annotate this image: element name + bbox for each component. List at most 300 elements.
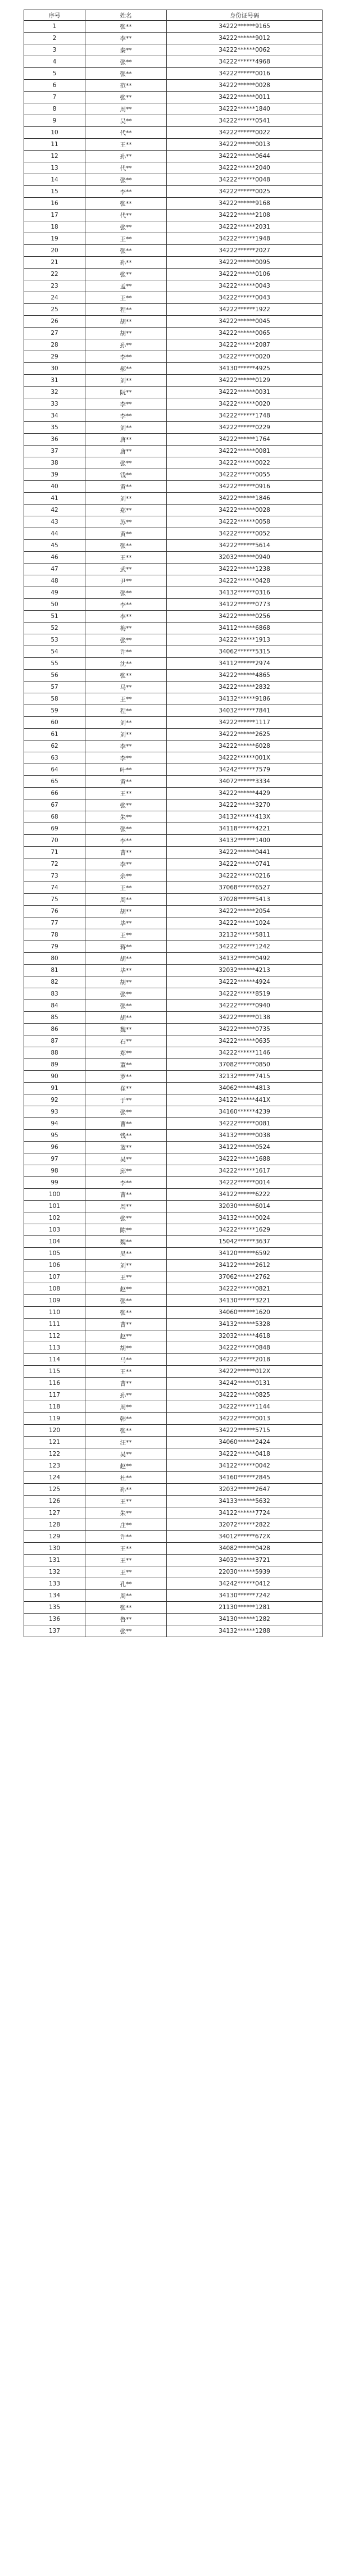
cell-id-number: 34112******6868 bbox=[167, 623, 323, 634]
cell-index: 41 bbox=[24, 493, 85, 505]
cell-name: 孟** bbox=[85, 280, 167, 292]
table-row bbox=[24, 1248, 323, 1260]
table-row bbox=[24, 1531, 323, 1543]
cell-name: 王** bbox=[85, 292, 167, 304]
cell-id-number: 34222******0058 bbox=[167, 516, 323, 528]
cell-name: 魏** bbox=[85, 1236, 167, 1248]
cell-index: 123 bbox=[24, 1460, 85, 1472]
cell-name: 张** bbox=[85, 587, 167, 599]
cell-name: 汪** bbox=[85, 1437, 167, 1448]
cell-name: 胡** bbox=[85, 1342, 167, 1354]
cell-name: 赵** bbox=[85, 1283, 167, 1295]
cell-index: 28 bbox=[24, 339, 85, 351]
cell-index: 131 bbox=[24, 1555, 85, 1566]
cell-name: 王** bbox=[85, 929, 167, 941]
cell-name: 张** bbox=[85, 1212, 167, 1224]
table-row bbox=[24, 1543, 323, 1555]
cell-index: 63 bbox=[24, 752, 85, 764]
table-row bbox=[24, 894, 323, 906]
cell-id-number: 34222******4865 bbox=[167, 670, 323, 682]
header-row bbox=[24, 10, 323, 21]
cell-name: 张** bbox=[85, 174, 167, 186]
cell-name: 吴** bbox=[85, 1448, 167, 1460]
cell-id-number: 34222******0229 bbox=[167, 422, 323, 434]
cell-index: 14 bbox=[24, 174, 85, 186]
cell-name: 刘** bbox=[85, 729, 167, 740]
table-row bbox=[24, 505, 323, 516]
cell-name: 董** bbox=[85, 1059, 167, 1071]
table-row bbox=[24, 387, 323, 398]
table-row bbox=[24, 33, 323, 44]
cell-name: 崔** bbox=[85, 1083, 167, 1094]
cell-name: 庄** bbox=[85, 1519, 167, 1531]
table-row bbox=[24, 799, 323, 811]
cell-name: 郑** bbox=[85, 1047, 167, 1059]
table-row bbox=[24, 410, 323, 422]
cell-name: 孙** bbox=[85, 1484, 167, 1496]
cell-name: 许** bbox=[85, 1531, 167, 1543]
cell-index: 122 bbox=[24, 1448, 85, 1460]
cell-id-number: 32132******7415 bbox=[167, 1071, 323, 1083]
cell-index: 78 bbox=[24, 929, 85, 941]
table-row bbox=[24, 1307, 323, 1319]
cell-index: 98 bbox=[24, 1165, 85, 1177]
cell-id-number: 34222******2040 bbox=[167, 162, 323, 174]
table-row bbox=[24, 670, 323, 682]
cell-id-number: 34222******001X bbox=[167, 752, 323, 764]
cell-name: 孙** bbox=[85, 151, 167, 162]
cell-name: 赵** bbox=[85, 1460, 167, 1472]
cell-index: 111 bbox=[24, 1319, 85, 1330]
cell-index: 62 bbox=[24, 740, 85, 752]
cell-name: 张** bbox=[85, 92, 167, 103]
cell-name: 魏** bbox=[85, 1024, 167, 1035]
table-row bbox=[24, 1519, 323, 1531]
header-id-number: 身份证号码 bbox=[167, 10, 323, 21]
table-row bbox=[24, 882, 323, 894]
cell-id-number: 34222******0016 bbox=[167, 68, 323, 80]
table-row bbox=[24, 693, 323, 705]
cell-index: 112 bbox=[24, 1330, 85, 1342]
cell-id-number: 34222******2832 bbox=[167, 682, 323, 693]
table-row bbox=[24, 151, 323, 162]
cell-name: 张** bbox=[85, 1307, 167, 1319]
roster-table bbox=[24, 10, 323, 1637]
cell-name: 钱** bbox=[85, 469, 167, 481]
header-name: 姓名 bbox=[85, 10, 167, 21]
cell-index: 68 bbox=[24, 811, 85, 823]
cell-name: 钱** bbox=[85, 1130, 167, 1142]
cell-index: 81 bbox=[24, 965, 85, 976]
table-row bbox=[24, 257, 323, 269]
cell-index: 61 bbox=[24, 729, 85, 740]
table-row bbox=[24, 198, 323, 210]
cell-id-number: 34122******6222 bbox=[167, 1189, 323, 1201]
cell-index: 83 bbox=[24, 988, 85, 1000]
cell-name: 王** bbox=[85, 552, 167, 564]
cell-name: 周** bbox=[85, 1590, 167, 1602]
cell-index: 74 bbox=[24, 882, 85, 894]
cell-name: 孙** bbox=[85, 339, 167, 351]
cell-name: 张** bbox=[85, 1106, 167, 1118]
cell-id-number: 34062******4813 bbox=[167, 1083, 323, 1094]
cell-name: 张** bbox=[85, 1602, 167, 1614]
cell-index: 119 bbox=[24, 1413, 85, 1425]
cell-name: 张** bbox=[85, 56, 167, 68]
cell-index: 9 bbox=[24, 115, 85, 127]
cell-index: 24 bbox=[24, 292, 85, 304]
cell-name: 毕** bbox=[85, 917, 167, 929]
cell-name: 张** bbox=[85, 988, 167, 1000]
cell-index: 43 bbox=[24, 516, 85, 528]
cell-id-number: 34222******9168 bbox=[167, 198, 323, 210]
cell-name: 梅** bbox=[85, 623, 167, 634]
cell-name: 王** bbox=[85, 1271, 167, 1283]
cell-name: 胡** bbox=[85, 906, 167, 917]
cell-name: 周** bbox=[85, 103, 167, 115]
cell-id-number: 34160******2845 bbox=[167, 1472, 323, 1484]
table-row bbox=[24, 339, 323, 351]
table-row bbox=[24, 469, 323, 481]
cell-name: 毕** bbox=[85, 965, 167, 976]
table-row bbox=[24, 493, 323, 505]
cell-index: 77 bbox=[24, 917, 85, 929]
cell-name: 张** bbox=[85, 670, 167, 682]
cell-id-number: 34222******0043 bbox=[167, 292, 323, 304]
table-row bbox=[24, 1389, 323, 1401]
cell-id-number: 34222******0022 bbox=[167, 457, 323, 469]
cell-name: 李** bbox=[85, 599, 167, 611]
cell-id-number: 34222******0028 bbox=[167, 80, 323, 92]
cell-id-number: 34222******1144 bbox=[167, 1401, 323, 1413]
table-row bbox=[24, 1189, 323, 1201]
table-row bbox=[24, 1201, 323, 1212]
table-row bbox=[24, 1472, 323, 1484]
table-row bbox=[24, 1484, 323, 1496]
table-row bbox=[24, 1118, 323, 1130]
table-row bbox=[24, 1425, 323, 1437]
cell-id-number: 34222******0741 bbox=[167, 858, 323, 870]
cell-id-number: 34122******0524 bbox=[167, 1142, 323, 1153]
cell-index: 35 bbox=[24, 422, 85, 434]
cell-id-number: 34222******0541 bbox=[167, 115, 323, 127]
cell-index: 44 bbox=[24, 528, 85, 540]
cell-id-number: 34222******0031 bbox=[167, 387, 323, 398]
table-row bbox=[24, 292, 323, 304]
cell-index: 118 bbox=[24, 1401, 85, 1413]
cell-id-number: 34222******0065 bbox=[167, 328, 323, 339]
cell-id-number: 34222******1024 bbox=[167, 917, 323, 929]
cell-name: 胡** bbox=[85, 316, 167, 328]
cell-name: 邱** bbox=[85, 1165, 167, 1177]
cell-index: 32 bbox=[24, 387, 85, 398]
table-row bbox=[24, 1342, 323, 1354]
cell-name: 刘** bbox=[85, 375, 167, 387]
table-row bbox=[24, 269, 323, 280]
cell-index: 136 bbox=[24, 1614, 85, 1625]
table-row bbox=[24, 634, 323, 646]
table-row bbox=[24, 764, 323, 776]
table-row bbox=[24, 1047, 323, 1059]
table-row bbox=[24, 304, 323, 316]
cell-index: 99 bbox=[24, 1177, 85, 1189]
table-row bbox=[24, 316, 323, 328]
cell-id-number: 34222******0735 bbox=[167, 1024, 323, 1035]
cell-index: 18 bbox=[24, 221, 85, 233]
cell-name: 周** bbox=[85, 1401, 167, 1413]
table-row bbox=[24, 611, 323, 623]
cell-index: 130 bbox=[24, 1543, 85, 1555]
cell-name: 张** bbox=[85, 799, 167, 811]
cell-index: 109 bbox=[24, 1295, 85, 1307]
cell-index: 3 bbox=[24, 44, 85, 56]
cell-index: 34 bbox=[24, 410, 85, 422]
cell-id-number: 34132******1288 bbox=[167, 1625, 323, 1637]
cell-id-number: 34012******672X bbox=[167, 1531, 323, 1543]
cell-id-number: 32132******5811 bbox=[167, 929, 323, 941]
cell-name: 胡** bbox=[85, 1012, 167, 1024]
cell-id-number: 34222******2031 bbox=[167, 221, 323, 233]
cell-index: 95 bbox=[24, 1130, 85, 1142]
table-row bbox=[24, 422, 323, 434]
cell-id-number: 34222******0095 bbox=[167, 257, 323, 269]
cell-id-number: 34222******0441 bbox=[167, 847, 323, 858]
table-row bbox=[24, 917, 323, 929]
cell-index: 59 bbox=[24, 705, 85, 717]
cell-index: 76 bbox=[24, 906, 85, 917]
cell-index: 7 bbox=[24, 92, 85, 103]
table-row bbox=[24, 717, 323, 729]
table-row bbox=[24, 1165, 323, 1177]
table-row bbox=[24, 682, 323, 693]
table-row bbox=[24, 1071, 323, 1083]
table-row bbox=[24, 1496, 323, 1507]
table-row bbox=[24, 351, 323, 363]
cell-id-number: 37082******0850 bbox=[167, 1059, 323, 1071]
cell-name: 李** bbox=[85, 351, 167, 363]
cell-id-number: 32072******2822 bbox=[167, 1519, 323, 1531]
cell-name: 李** bbox=[85, 740, 167, 752]
cell-id-number: 34222******0418 bbox=[167, 1448, 323, 1460]
cell-index: 110 bbox=[24, 1307, 85, 1319]
table-row bbox=[24, 599, 323, 611]
table-row bbox=[24, 1142, 323, 1153]
cell-index: 100 bbox=[24, 1189, 85, 1201]
cell-name: 张** bbox=[85, 221, 167, 233]
cell-id-number: 34132******0038 bbox=[167, 1130, 323, 1142]
cell-name: 余** bbox=[85, 870, 167, 882]
cell-index: 2 bbox=[24, 33, 85, 44]
cell-index: 57 bbox=[24, 682, 85, 693]
cell-index: 104 bbox=[24, 1236, 85, 1248]
header-index: 序号 bbox=[24, 10, 85, 21]
table-row bbox=[24, 1024, 323, 1035]
cell-name: 鲁** bbox=[85, 1614, 167, 1625]
cell-index: 5 bbox=[24, 68, 85, 80]
cell-name: 李** bbox=[85, 835, 167, 847]
table-row bbox=[24, 1295, 323, 1307]
table-row bbox=[24, 1212, 323, 1224]
table-row bbox=[24, 1224, 323, 1236]
cell-index: 69 bbox=[24, 823, 85, 835]
cell-name: 吴** bbox=[85, 1248, 167, 1260]
cell-id-number: 34032******3721 bbox=[167, 1555, 323, 1566]
cell-index: 51 bbox=[24, 611, 85, 623]
cell-name: 郑** bbox=[85, 505, 167, 516]
table-row bbox=[24, 1507, 323, 1519]
cell-name: 黄** bbox=[85, 481, 167, 493]
table-row bbox=[24, 1602, 323, 1614]
table-header bbox=[24, 10, 323, 21]
cell-id-number: 37062******2762 bbox=[167, 1271, 323, 1283]
cell-id-number: 34222******1629 bbox=[167, 1224, 323, 1236]
cell-name: 王** bbox=[85, 788, 167, 799]
cell-id-number: 34122******2612 bbox=[167, 1260, 323, 1271]
table-row bbox=[24, 280, 323, 292]
cell-index: 15 bbox=[24, 186, 85, 198]
cell-name: 沈** bbox=[85, 658, 167, 670]
cell-id-number: 34222******0138 bbox=[167, 1012, 323, 1024]
cell-id-number: 34222******0940 bbox=[167, 1000, 323, 1012]
cell-index: 113 bbox=[24, 1342, 85, 1354]
cell-id-number: 34133******5632 bbox=[167, 1496, 323, 1507]
cell-name: 张** bbox=[85, 1425, 167, 1437]
cell-index: 19 bbox=[24, 233, 85, 245]
cell-name: 张** bbox=[85, 68, 167, 80]
cell-id-number: 34160******4239 bbox=[167, 1106, 323, 1118]
cell-index: 11 bbox=[24, 139, 85, 151]
cell-id-number: 34222******4429 bbox=[167, 788, 323, 799]
cell-id-number: 34222******9012 bbox=[167, 33, 323, 44]
table-row bbox=[24, 328, 323, 339]
cell-index: 84 bbox=[24, 1000, 85, 1012]
cell-index: 108 bbox=[24, 1283, 85, 1295]
cell-name: 罗** bbox=[85, 1071, 167, 1083]
cell-index: 20 bbox=[24, 245, 85, 257]
cell-id-number: 32032******4213 bbox=[167, 965, 323, 976]
cell-index: 120 bbox=[24, 1425, 85, 1437]
table-row bbox=[24, 363, 323, 375]
cell-name: 张** bbox=[85, 269, 167, 280]
cell-id-number: 34222******1688 bbox=[167, 1153, 323, 1165]
cell-id-number: 34242******0412 bbox=[167, 1578, 323, 1590]
cell-id-number: 32032******0940 bbox=[167, 552, 323, 564]
cell-id-number: 34222******0043 bbox=[167, 280, 323, 292]
table-row bbox=[24, 929, 323, 941]
cell-name: 张** bbox=[85, 198, 167, 210]
table-row bbox=[24, 1555, 323, 1566]
table-row bbox=[24, 835, 323, 847]
cell-index: 42 bbox=[24, 505, 85, 516]
table-row bbox=[24, 847, 323, 858]
cell-id-number: 34222******0821 bbox=[167, 1283, 323, 1295]
cell-id-number: 34222******0055 bbox=[167, 469, 323, 481]
cell-id-number: 34222******0014 bbox=[167, 1177, 323, 1189]
cell-index: 50 bbox=[24, 599, 85, 611]
cell-id-number: 34222******1748 bbox=[167, 410, 323, 422]
cell-id-number: 34120******6592 bbox=[167, 1248, 323, 1260]
cell-index: 55 bbox=[24, 658, 85, 670]
cell-name: 李** bbox=[85, 611, 167, 623]
cell-id-number: 34060******1620 bbox=[167, 1307, 323, 1319]
cell-id-number: 34222******2018 bbox=[167, 1354, 323, 1366]
cell-id-number: 34222******0635 bbox=[167, 1035, 323, 1047]
table-row bbox=[24, 1012, 323, 1024]
table-row bbox=[24, 1271, 323, 1283]
cell-name: 王** bbox=[85, 139, 167, 151]
table-row bbox=[24, 988, 323, 1000]
cell-name: 代** bbox=[85, 127, 167, 139]
table-row bbox=[24, 1566, 323, 1578]
cell-index: 21 bbox=[24, 257, 85, 269]
cell-id-number: 34222******0025 bbox=[167, 186, 323, 198]
cell-id-number: 34222******0011 bbox=[167, 92, 323, 103]
cell-name: 张** bbox=[85, 1000, 167, 1012]
cell-index: 96 bbox=[24, 1142, 85, 1153]
table-row bbox=[24, 941, 323, 953]
cell-name: 刘** bbox=[85, 493, 167, 505]
table-row bbox=[24, 21, 323, 33]
cell-index: 97 bbox=[24, 1153, 85, 1165]
cell-name: 孙** bbox=[85, 1389, 167, 1401]
cell-name: 马** bbox=[85, 682, 167, 693]
cell-name: 周** bbox=[85, 894, 167, 906]
table-row bbox=[24, 705, 323, 717]
cell-name: 蓝** bbox=[85, 1142, 167, 1153]
cell-id-number: 34222******2108 bbox=[167, 210, 323, 221]
cell-name: 李** bbox=[85, 752, 167, 764]
cell-id-number: 34222******0022 bbox=[167, 127, 323, 139]
table-row bbox=[24, 221, 323, 233]
cell-index: 58 bbox=[24, 693, 85, 705]
cell-index: 6 bbox=[24, 80, 85, 92]
cell-name: 朱** bbox=[85, 811, 167, 823]
cell-name: 曹** bbox=[85, 1118, 167, 1130]
cell-name: 曹** bbox=[85, 847, 167, 858]
cell-id-number: 37068******6527 bbox=[167, 882, 323, 894]
cell-name: 王** bbox=[85, 233, 167, 245]
cell-id-number: 34222******1764 bbox=[167, 434, 323, 446]
cell-name: 李** bbox=[85, 33, 167, 44]
cell-index: 129 bbox=[24, 1531, 85, 1543]
table-row bbox=[24, 740, 323, 752]
cell-index: 71 bbox=[24, 847, 85, 858]
cell-name: 朱** bbox=[85, 1507, 167, 1519]
cell-index: 124 bbox=[24, 1472, 85, 1484]
cell-name: 李** bbox=[85, 398, 167, 410]
cell-index: 45 bbox=[24, 540, 85, 552]
table-row bbox=[24, 1460, 323, 1472]
cell-id-number: 34222******3270 bbox=[167, 799, 323, 811]
cell-id-number: 34222******1146 bbox=[167, 1047, 323, 1059]
table-row bbox=[24, 1401, 323, 1413]
table-row bbox=[24, 481, 323, 493]
table-row bbox=[24, 575, 323, 587]
cell-id-number: 34222******0045 bbox=[167, 316, 323, 328]
cell-name: 杜** bbox=[85, 1472, 167, 1484]
cell-name: 黄** bbox=[85, 776, 167, 788]
cell-index: 128 bbox=[24, 1519, 85, 1531]
cell-name: 王** bbox=[85, 882, 167, 894]
cell-index: 10 bbox=[24, 127, 85, 139]
cell-name: 张** bbox=[85, 540, 167, 552]
table-row bbox=[24, 1330, 323, 1342]
cell-index: 66 bbox=[24, 788, 85, 799]
table-row bbox=[24, 658, 323, 670]
cell-index: 103 bbox=[24, 1224, 85, 1236]
cell-id-number: 34132******0024 bbox=[167, 1212, 323, 1224]
cell-index: 49 bbox=[24, 587, 85, 599]
